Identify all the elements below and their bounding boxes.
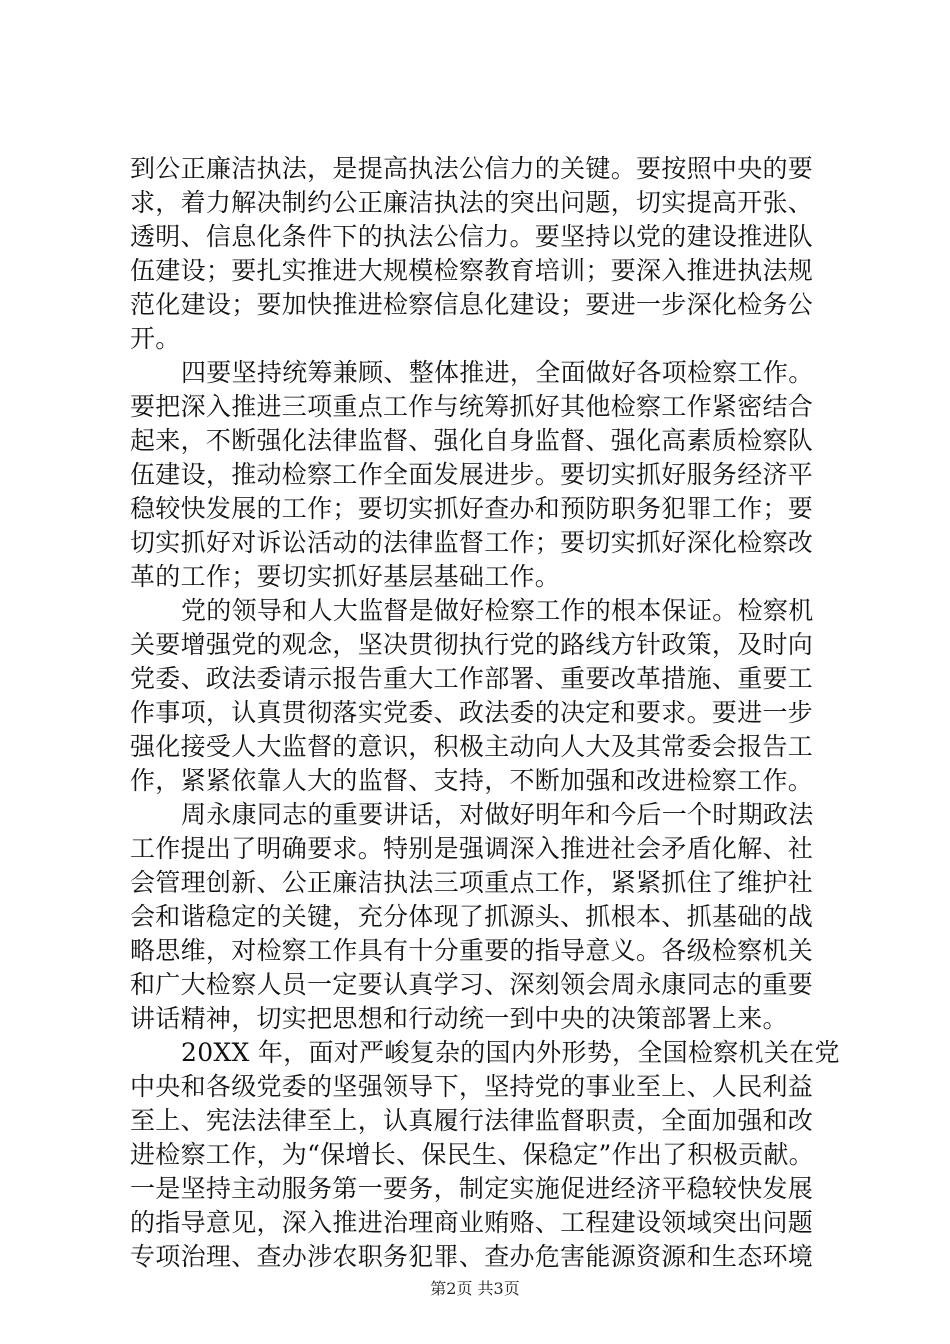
- text-line: 革的工作；要切实抓好基层基础工作。: [130, 562, 561, 591]
- paragraph-start-line: 党的领导和人大监督是做好检察工作的根本保证。检察机: [181, 596, 814, 625]
- text-line: 透明、信息化条件下的执法公信力。要坚持以党的建设推进队: [130, 222, 814, 251]
- text-line: 讲话精神，切实把思想和行动统一到中央的决策部署上来。: [130, 1004, 788, 1033]
- text-line: 党委、政法委请示报告重大工作部署、重要改革措施、重要工: [130, 664, 814, 693]
- text-line: 工作提出了明确要求。特别是强调深入推进社会矛盾化解、社: [130, 834, 814, 863]
- paragraph-start-line: 周永康同志的重要讲话，对做好明年和今后一个时期政法: [181, 800, 814, 829]
- text-line: 专项治理、查办涉农职务犯罪、查办危害能源资源和生态环境: [130, 1242, 814, 1271]
- paragraph-start-line: 20XX 年，面对严峻复杂的国内外形势，全国检察机关在党: [181, 1038, 840, 1067]
- text-line: 和广大检察人员一定要认真学习、深刻领会周永康同志的重要: [130, 970, 814, 999]
- text-line: 稳较快发展的工作；要切实抓好查办和预防职务犯罪工作；要: [130, 494, 814, 523]
- text-line: 作，紧紧依靠人大的监督、支持，不断加强和改进检察工作。: [130, 766, 814, 795]
- text-line: 起来，不断强化法律监督、强化自身监督、强化高素质检察队: [130, 426, 814, 455]
- text-line: 到公正廉洁执法，是提高执法公信力的关键。要按照中央的要: [130, 154, 814, 183]
- text-line: 伍建设；要扎实推进大规模检察教育培训；要深入推进执法规: [130, 256, 814, 285]
- text-line: 一是坚持主动服务第一要务，制定实施促进经济平稳较快发展: [130, 1174, 814, 1203]
- paragraph-start-line: 四要坚持统筹兼顾、整体推进，全面做好各项检察工作。: [181, 358, 814, 387]
- text-line: 要把深入推进三项重点工作与统筹抓好其他检察工作紧密结合: [130, 392, 814, 421]
- text-line: 强化接受人大监督的意识，积极主动向人大及其常委会报告工: [130, 732, 814, 761]
- text-line: 切实抓好对诉讼活动的法律监督工作；要切实抓好深化检察改: [130, 528, 814, 557]
- text-line: 的指导意见，深入推进治理商业贿赂、工程建设领域突出问题: [130, 1208, 814, 1237]
- text-line: 范化建设；要加快推进检察信息化建设；要进一步深化检务公: [130, 290, 814, 319]
- text-line: 至上、宪法法律至上，认真履行法律监督职责，全面加强和改: [130, 1106, 814, 1135]
- text-line: 中央和各级党委的坚强领导下，坚持党的事业至上、人民利益: [130, 1072, 814, 1101]
- page-number: 第2页 共3页: [430, 1279, 520, 1298]
- text-line: 进检察工作，为“保增长、保民生、保稳定”作出了积极贡献。: [130, 1140, 814, 1169]
- text-line: 会管理创新、公正廉洁执法三项重点工作，紧紧抓住了维护社: [130, 868, 814, 897]
- document-body: [130, 152, 840, 1274]
- text-line: 伍建设，推动检察工作全面发展进步。要切实抓好服务经济平: [130, 460, 814, 489]
- text-line: 略思维，对检察工作具有十分重要的指导意义。各级检察机关: [130, 936, 814, 965]
- text-line: 求，着力解决制约公正廉洁执法的突出问题，切实提高开张、: [130, 188, 814, 217]
- text-line: 作事项，认真贯彻落实党委、政法委的决定和要求。要进一步: [130, 698, 814, 727]
- text-line: 会和谐稳定的关键，充分体现了抓源头、抓根本、抓基础的战: [130, 902, 814, 931]
- text-line: 开。: [130, 324, 181, 353]
- text-line: 关要增强党的观念，坚决贯彻执行党的路线方针政策，及时向: [130, 630, 814, 659]
